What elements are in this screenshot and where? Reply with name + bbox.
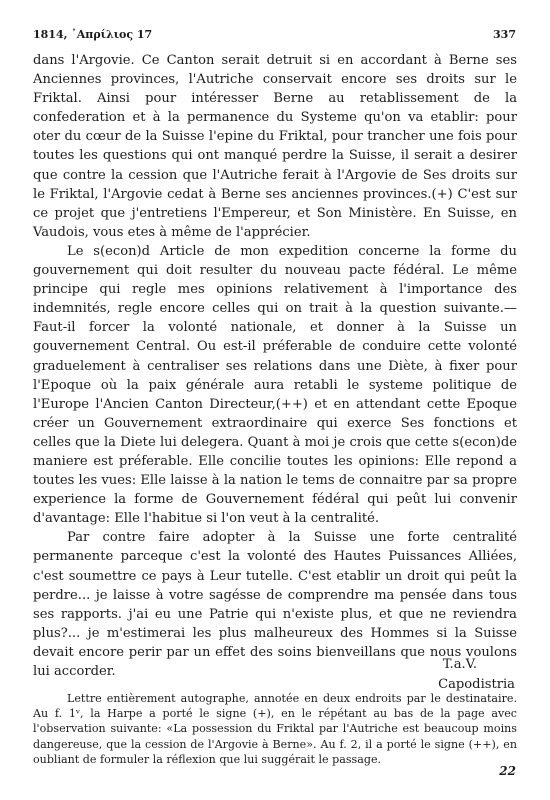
signature-block: [385, 655, 515, 695]
signature-name: Capodistria: [438, 677, 515, 692]
paragraph-2: Le s(econ)d Article de mon expedition concerne la forme du gouvernement qui doit resulter du nouveau pacte fédéral. Le même principe qui regle mes opinions relativement à l'importance des indemnités, regle encore celles qui on trait à la question suivante.— Faut-il forcer la volonté nationale, et donner à la Suisse un gouvernement Central. Ou est-il préferable de conduire cette volonté graduelement à centraliser ses relations dans une Diète, à fixer pour l'Epoque où la paix générale aura retabli le systeme politique de l'Europe l'Ancien Canton Directeur,(++) et en attendant cette Epoque créer un Gouvernement extraordinaire qui exerce Ses fonctions et celles que la Diete lui delegera. Quant à moi je crois que cette s(econ)de maniere est préferable. Elle concilie toutes les opinions: Elle repond a toutes les vues: Elle laisse à la nation le tems de connaitre par sa propre experience la forme de Gouvernement fédéral qui peût lui convenir d'avantage: Elle l'habitue si l'on veut à la centralité.: [33, 243, 517, 527]
letter-body: [33, 51, 517, 681]
header-page-number: 337: [493, 28, 516, 41]
editorial-note-text: Lettre entièrement autographe, annotée en deux endroits par le destinataire. Au f. 1ᵛ, la Harpe a porté le signe (+), en le répétant au bas de la page avec l'observation suivante: «La possession du Friktal par l'Autriche est beaucoup moins dangereuse, que la cession de l'Argovie à Berne». Au f. 2, il a porté le signe (++), en oubliant de formuler la réflexion que lui suggérait le passage.: [33, 692, 517, 766]
signature-initials: T.a.V.: [442, 657, 477, 672]
header-date: 1814, ᾿Απρίλιος 17: [33, 28, 153, 41]
running-header: [33, 28, 516, 44]
paragraph-3: Par contre faire adopter à la Suisse une forte centralité permanente parceque c'est la volonté des Hautes Puissances Alliées, c'est soumettre ce pays à Leur tutelle. C'est etablir un droit qui peût la perdre... je laisse à votre sagésse de comprendre ma pensée dans tous ses rapports. j'ai eu une Patrie qui n'existe plus, et que ne reviendra plus?... je m'estimerai les plus malheureux des Hommes si la Suisse devait encore perir par un effet des soins bienveillans que nous voulons lui accorder.: [33, 530, 517, 679]
footer-page-number: 22: [499, 764, 516, 778]
paragraph-1: dans l'Argovie. Ce Canton serait detruit si en accordant à Berne ses Anciennes provinces, l'Autriche conservait encore ses droits sur le Friktal. Ainsi pour intéresser Berne au retablissement de la confederation et à la permanence du Systeme qu'on va etablir: pour oter du cœur de la Suisse l'epine du Friktal, pour trancher une fois pour toutes les questions qui ont manqué perdre la Suisse, il serait a desirer que contre la cession que l'Autriche ferait à l'Argovie de Ses droits sur le Friktal, l'Argovie cedat à Berne ses anciennes provinces.(+) C'est sur ce projet que j'entretiens l'Empereur, et Son Ministère. En Suisse, en Vaudois, vous etes à même de l'apprécier.: [33, 53, 517, 240]
editorial-note: [33, 691, 517, 767]
